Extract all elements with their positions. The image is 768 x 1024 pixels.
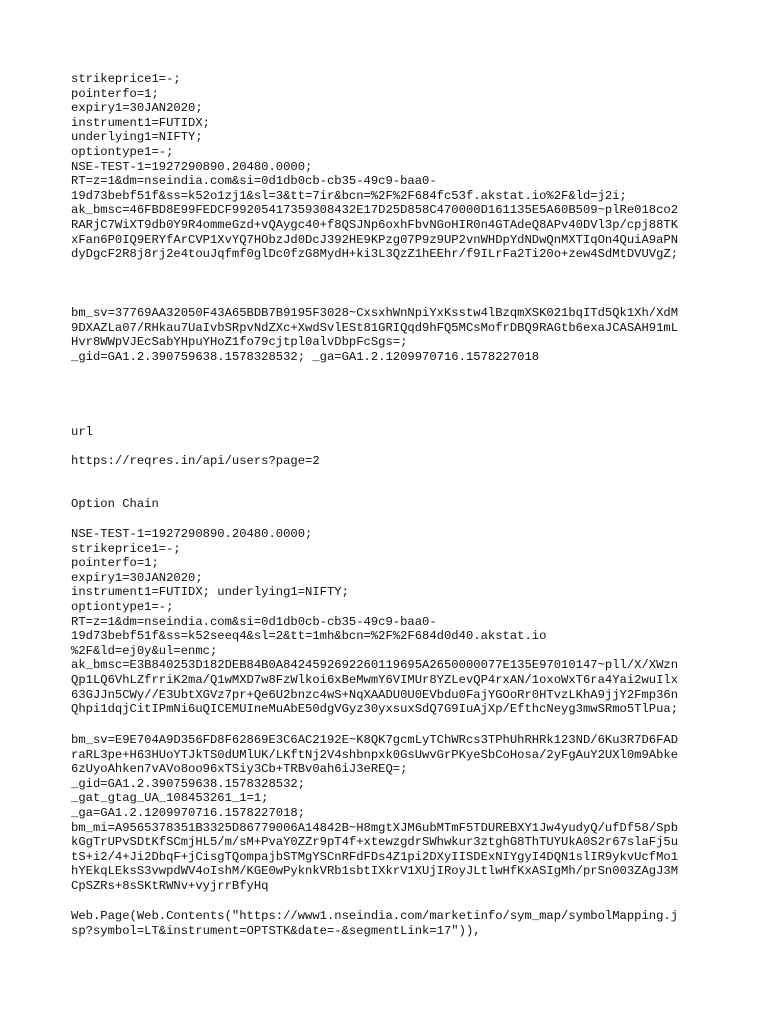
bm-sv-line: bm_sv=E9E704A9D356FD8F62869E3C6AC2192E~K8QK7gcmLyTChWRcs3TPhUhRHRk123ND/6Ku3R7D6FAD <box>71 733 679 747</box>
ak-bmsc-line: RARjC7WiXT9db0Y9R4ommeGzd+vQAygc40+f8QSJNp6oxhFbvNGoHIR0n4GTAdeQ8APv40DVl3p/cpj88TK <box>71 218 679 232</box>
rt-line: 19d73bebf51f&ss=k52o1zj1&sl=3&tt=7ir&bcn=%2F%2F684fc53f.akstat.io%2F&ld=j2i; <box>71 188 627 203</box>
optiontype-line: optiontype1=-; <box>71 145 174 159</box>
bm-mi-line: bm_mi=A9565378351B3325D86779006A14842B~H8mgtXJM6ubMTmF5TDUREBXY1Jw4yudyQ/ufDf58/Spb <box>71 820 679 835</box>
bm-sv-line: 9DXAZLa07/RHkau7UaIvbSRpvNdZXc+XwdSvlESt81GRIQqd9hFQ5MCsMofrDBQ9RAGtb6exaJCASAH91mL <box>71 320 679 335</box>
bm-mi-line: CpSZRs+8sSKtRWNv+vyjrrBfyHq <box>71 879 269 893</box>
bm-mi-line: kGgTrUPvSDtKfSCmjHL5/m/sM+PvaY0ZZr9pT4f+xtewzgdrSWhwkur3ztghG8ThTUYUkA0S2r67slaFj5u <box>71 835 679 850</box>
url-value: https://reqres.in/api/users?page=2 <box>71 454 320 468</box>
instrument-line: instrument1=FUTIDX; <box>71 115 210 130</box>
ak-bmsc-line: ak_bmsc=46FBD8E99FEDCF99205417359308432E17D25D858C470000D161135E5A60B509~plRe018co2 <box>71 203 679 218</box>
ak-bmsc-line: ak_bmsc=E3B840253D182DEB84B0A8424592692260119695A2650000077E135E97010147~pll/X/XWzn <box>71 658 679 673</box>
web-page-code-line: sp?symbol=LT&instrument=OPTSTK&date=-&segmentLink=17")), <box>71 923 481 938</box>
nse-test-line: NSE-TEST-1=1927290890.20480.0000; <box>71 527 313 541</box>
ak-bmsc-line: dyDgcF2R8j8rj2e4touJqfmf0glDc0fzG8MydH+ki3L3QzZ1hEEhr/f9ILrFa2Ti20o+zew4SdMtDVUVgZ; <box>71 247 679 262</box>
ak-bmsc-line: 63GJJn5CWy//E3UbtXGVz7pr+Qe6U2bnzc4wS+NqXAADU0U0EVbdu0FajYGOoRr0HTvzLKhA9jjY2Fmp36n <box>71 687 679 702</box>
bm-sv-line: Hvr8WWpVJEcSabYHpuYHoZ1fo79cjtpl0alvDbpFcSgs=; <box>71 335 408 350</box>
ak-bmsc-line: Qhpi1dqjCitIPmNi6uQICEMUIneMuAbE50dgVGyz30yxsuxSdQ7G9IuAjXp/EfthcNeyg3mwSRmo5TlPua; <box>71 702 679 717</box>
underlying-line: underlying1=NIFTY; <box>71 130 203 145</box>
bm-sv-line: 6zUyoAhken7vAVo8oo96xTSiy3Cb+TRBv0ah6iJ3eREQ=; <box>71 762 408 777</box>
gid-line: _gid=GA1.2.390759638.1578328532; <box>71 776 306 791</box>
bm-sv-line: bm_sv=37769AA32050F43A65BDB7B9195F3028~CxsxhWnNpiYxKsstw4lBzqmXSK021bqITd5Qk1Xh/XdM <box>71 306 679 320</box>
expiry-line: expiry1=30JAN2020; <box>71 101 203 116</box>
rt-line: 19d73bebf51f&ss=k52seeq4&sl=2&tt=1mh&bcn=%2F%2F684d0d40.akstat.io <box>71 629 547 644</box>
bm-sv-line: raRL3pe+H63HUoYTJkTS0dUMlUK/LKftNj2V4shbnpxk0GsUwvGrPKyeSbCoHosa/2yFgAuY2UXl0m9Abke <box>71 747 679 762</box>
pointerfo-line: pointerfo=1; <box>71 86 159 101</box>
ak-bmsc-line: Qp1LQ6VhLZfrriK2ma/Q1wMXD7w8FzWlkoi6xBeMwmY6VIMUr8YZLevQP4rxAN/1oxoWxT6ra4Yai2wuIlx <box>71 673 679 687</box>
nse-test-line: NSE-TEST-1=1927290890.20480.0000; <box>71 159 313 174</box>
bm-mi-line: tS+i2/4+Ji2DbqF+jCisgTQompajbSTMgYSCnRFdFDs4Z1pi2DXyIISDExNIYgyI4DQN1slIR9ykvUcfMo1 <box>71 849 679 864</box>
strikeprice-line: strikeprice1=-; <box>71 541 181 556</box>
ga-line: _ga=GA1.2.1209970716.1578227018; <box>71 806 306 820</box>
pointerfo-line: pointerfo=1; <box>71 556 159 571</box>
optiontype-line: optiontype1=-; <box>71 600 174 614</box>
ak-bmsc-line: xFan6P0IQ9ERYfArCVP1XvYQ7HObzJd0DcJ392HE9KPzg07P9z9UP2vnWHDpYdNDwQnMXTIqOn4QuiA9aPN <box>71 232 679 247</box>
rt-line: RT=z=1&dm=nseindia.com&si=0d1db0cb-cb35-49c9-baa0- <box>71 614 437 629</box>
rt-line: RT=z=1&dm=nseindia.com&si=0d1db0cb-cb35-49c9-baa0- <box>71 174 437 189</box>
web-page-code-line: Web.Page(Web.Contents("https://www1.nseindia.com/marketinfo/sym_map/symbolMapping.j <box>71 909 679 923</box>
gat-line: _gat_gtag_UA_108453261_1=1; <box>71 791 269 806</box>
option-chain-heading: Option Chain <box>71 497 159 511</box>
ga-line: _gid=GA1.2.390759638.1578328532; _ga=GA1.2.1209970716.1578227018 <box>71 349 540 364</box>
rt-line: %2F&ld=ej0y&ul=enmc; <box>71 643 218 658</box>
url-label: url <box>71 425 93 439</box>
expiry-line: expiry1=30JAN2020; <box>71 570 203 585</box>
bm-mi-line: hYEkqLEksS3vwpdWV4oIshM/KGE0wPyknkVRb1sbtIXkrV1XUjIRoyJLtlwHfKxASIgMh/prSn003ZAgJ3M <box>71 864 679 879</box>
strikeprice-line: strikeprice1=-; <box>71 72 181 86</box>
instrument-underlying-line: instrument1=FUTIDX; underlying1=NIFTY; <box>71 585 349 600</box>
